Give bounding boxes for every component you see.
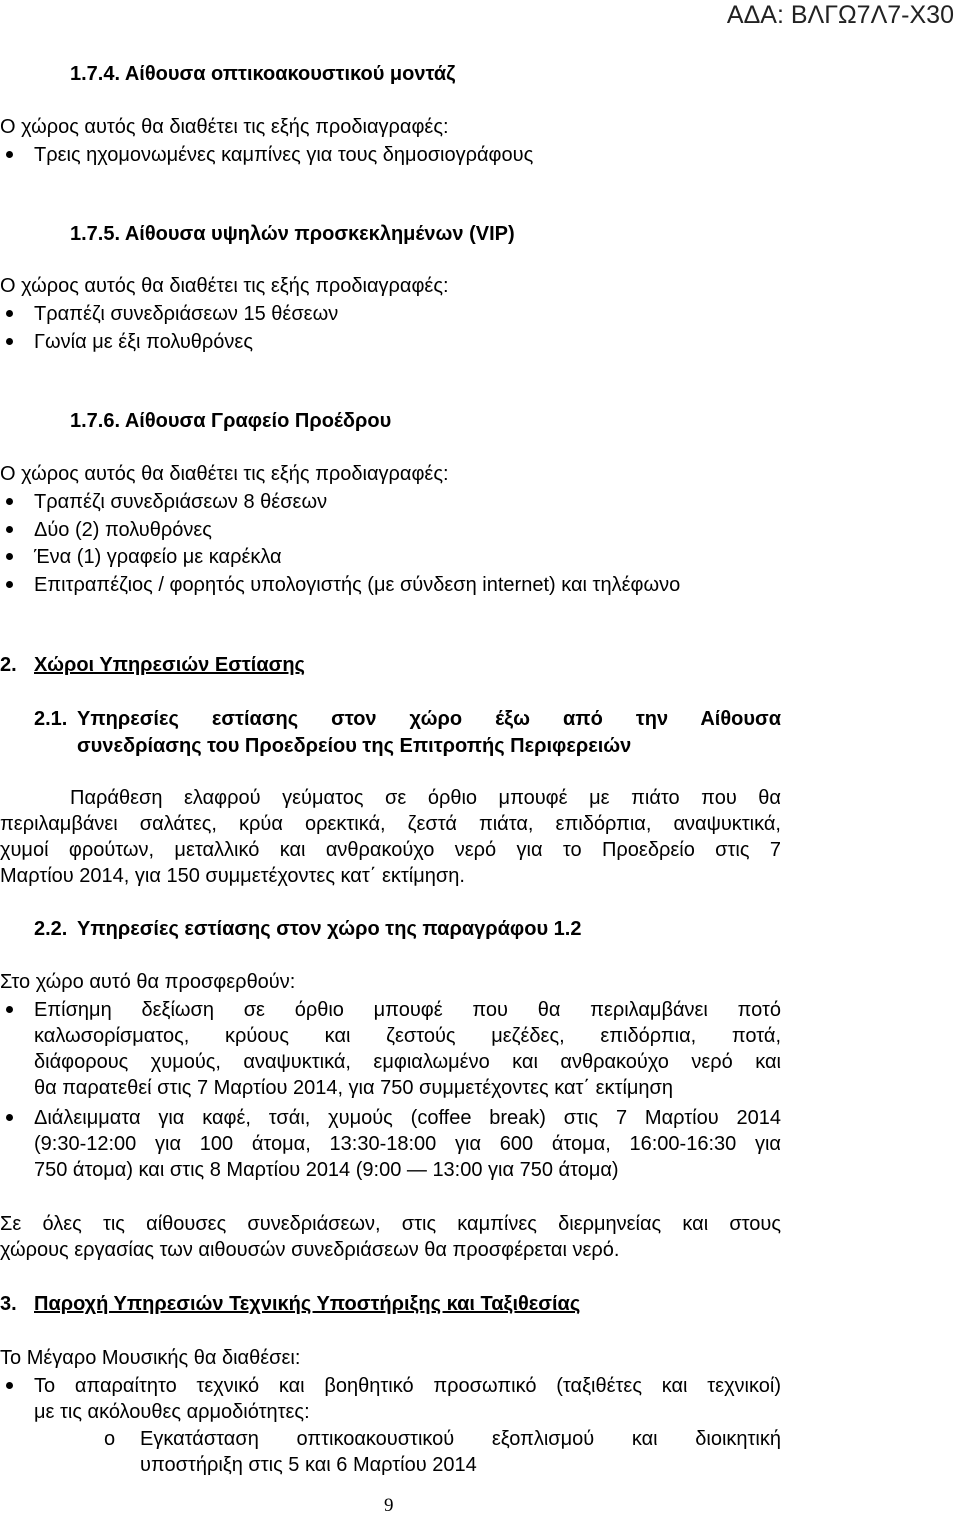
section-2-number: 2. (0, 654, 17, 676)
section-2-2-number: 2.2. (34, 918, 68, 940)
section-2-1-title: Υπηρεσίες εστίασης στον χώρο έξω από την Αίθουσα (77, 708, 781, 730)
section-1-7-5-heading: 1.7.5. Αίθουσα υψηλών προσκεκλημένων (VIP) (70, 223, 515, 245)
bullet-icon (6, 151, 13, 158)
section-3-intro: Το Μέγαρο Μουσικής θα διαθέσει: (0, 1347, 301, 1369)
bullet-icon (6, 526, 13, 533)
section-2-1-paragraph: Παράθεση ελαφρού γεύματος σε όρθιο μπουφέ με πιάτο που θα περιλαμβάνει σαλάτες, κρύα ορεκτικά, ζεστά πιάτα, επιδόρπια, αναψυκτικά, χυμοί φρούτων, μεταλλικό και ανθρακούχο νερό για το Προεδρείο στις 7 Μαρτίου 2014, για 150 συμμετέχοντες κατ΄ εκτίμηση. (0, 787, 781, 887)
section-3-number: 3. (0, 1293, 17, 1315)
circle-bullet-icon: o (104, 1428, 116, 1450)
section-2-2-title: Υπηρεσίες εστίασης στον χώρο της παραγράφου 1.2 (77, 918, 582, 940)
section-2-2-closing: Σε όλες τις αίθουσες συνεδριάσεων, στις καμπίνες διερμηνείας και στους χώρους εργασίας των αιθουσών συνεδριάσεων θα προσφέρεται νερό. (0, 1213, 781, 1261)
section-1-7-5-intro: Ο χώρος αυτός θα διαθέτει τις εξής προδιαγραφές: (0, 275, 449, 297)
document-page: ΑΔΑ: ΒΛΓΩ7Λ7-Χ30 1.7.4. Αίθουσα οπτικοακουστικού μοντάζ Ο χώρος αυτός θα διαθέτει τις εξής προδιαγραφές: Τρεις ηχομονωμένες καμπίνες για τους δημοσιογράφους 1.7.5. Αίθουσα υψηλών προσκεκλημένων (VIP) Ο χώρος αυτός θα διαθέτει τις εξής προδιαγραφές: Τραπέζι συνεδριάσεων 15 θέσεων Γωνία με έξι πολυθρόνες 1.7.6. Αίθουσα Γραφείο Προέδρου Ο χώρος αυτός θα διαθέτει τις εξής προδιαγραφές: Τραπέζι συνεδριάσεων 8 θέσεων Δύο (2) πολυθρόνες Ένα (1) γραφείο με καρέκλα Επιτραπέζιος / φορητός υπολογιστής (με σύνδεση internet) και τηλέφωνο 2. Χώροι Υπηρεσιών Εστίασης 2.1. Υπηρεσίες εστίασης στον χώρο έξω από την Αίθουσα συνεδρίασης του Προεδρείου της Επιτροπής Περιφερειών Παράθεση ελαφρού γεύματος σε όρθιο μπουφέ με πιάτο που θα περιλαμβάνει σαλάτες, κρύα ορεκτικά, ζεστά πιάτα, επιδόρπια, αναψυκτικά, χυμοί φρούτων, μεταλλικό και ανθρακούχο νερό για το Προεδρείο στις 7 Μαρτίου 2014, για 150 συμμετέχοντες κατ΄ εκτίμηση. 2.2. Υπηρεσίες εστίασης στον χώρο της παραγράφου 1.2 Στο χώρο αυτό θα προσφερθούν: Επίσημη δεξίωση σε όρθιο μπουφέ που θα περιλαμβάνει ποτό καλωσορίσματος, κρύους και ζεστούς μεζέδες, επιδόρπια, ποτά, διάφορους χυμούς, αναψυκτικά, εμφιαλωμένο και ανθρακούχο νερό και θα παρατεθεί στις 7 Μαρτίου 2014, για 750 συμμετέχοντες κατ΄ εκτίμηση Διάλειμματα για καφέ, τσάι, χυμούς (coffee break) στις 7 Μαρτίου 2014 (9:30-12:00 για 100 άτομα, 13:30-18:00 για 600 άτομα, 16:00-16:30 για 750 άτομα) και στις 8 Μαρτίου 2014 (9:00 — 13:00 για 750 άτομα) Σε όλες τις αίθουσες συνεδριάσεων, στις καμπίνες διερμηνείας και στους χώρους εργασίας των αιθουσών συνεδριάσεων θα προσφέρεται νερό. 3. Παροχή Υπηρεσιών Τεχνικής Υποστήριξης και Ταξιθεσίας Το Μέγαρο Μουσικής θα διαθέσει: Το απαραίτητο τεχνικό και βοηθητικό προσωπικό (ταξιθέτες και τεχνικοί) με τις ακόλουθες αρμοδιότητες: o Εγκατάσταση οπτικοακουστικού εξοπλισμού και διοικητική υποστήριξη στις 5 και 6 Μαρτίου 2014 9 (0, 1, 954, 1516)
bullet-icon (6, 310, 13, 317)
bullet-icon (6, 553, 13, 560)
section-2-1-title-cont: συνεδρίασης του Προεδρείου της Επιτροπής Περιφερειών (77, 735, 632, 757)
ada-code: ΑΔΑ: ΒΛΓΩ7Λ7-Χ30 (726, 1, 954, 29)
section-1-7-4-intro: Ο χώρος αυτός θα διαθέτει τις εξής προδιαγραφές: (0, 116, 449, 138)
bullet-icon (6, 338, 13, 345)
bullet-icon (6, 498, 13, 505)
section-1-7-6-intro: Ο χώρος αυτός θα διαθέτει τις εξής προδιαγραφές: (0, 463, 449, 485)
bullet-icon (6, 581, 13, 588)
section-2-1-number: 2.1. (34, 708, 68, 730)
section-2-title: Χώροι Υπηρεσιών Εστίασης (34, 654, 305, 676)
bullet-icon (6, 1114, 13, 1121)
page-number: 9 (384, 1495, 394, 1516)
section-3-title: Παροχή Υπηρεσιών Τεχνικής Υποστήριξης και Ταξιθεσίας (34, 1293, 581, 1315)
bullet-icon (6, 1382, 13, 1389)
section-1-7-4-heading: 1.7.4. Αίθουσα οπτικοακουστικού μοντάζ (70, 63, 456, 85)
section-2-2-intro: Στο χώρο αυτό θα προσφερθούν: (0, 971, 296, 993)
section-1-7-6-heading: 1.7.6. Αίθουσα Γραφείο Προέδρου (70, 410, 392, 432)
bullet-icon (6, 1006, 13, 1013)
